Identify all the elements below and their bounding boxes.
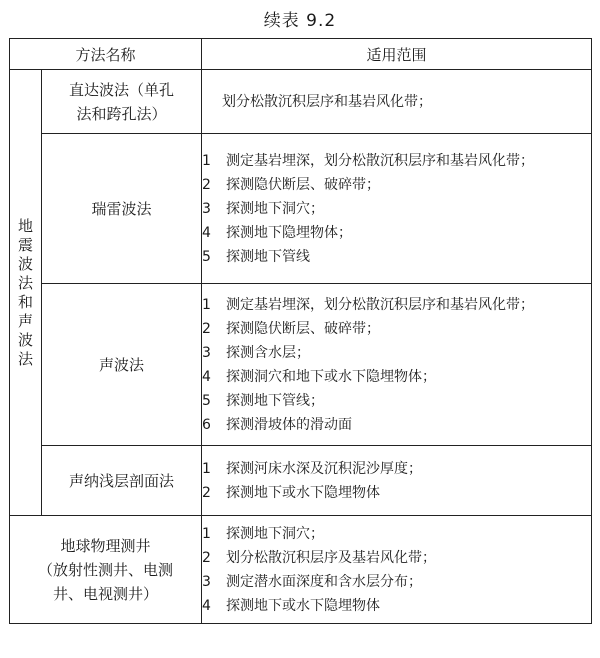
scope-cell [202, 516, 592, 624]
table-row [10, 134, 592, 284]
table-header-row [10, 39, 592, 70]
list-item: 1 测定基岩埋深，划分松散沉积层序和基岩风化带； [202, 296, 535, 313]
list-item: 2 探测隐伏断层、破碎带； [202, 320, 381, 337]
list-item: 5 探测地下管线； [202, 392, 325, 409]
table-row [10, 284, 592, 446]
table-row [10, 70, 592, 134]
list-item: 3 探测地下洞穴； [202, 200, 325, 217]
scope-cell [202, 446, 592, 516]
methods-table [9, 38, 592, 624]
list-item: 2 划分松散沉积层序及基岩风化带； [202, 549, 437, 566]
scope-header: 适用范围 [202, 39, 592, 70]
method-name-cell: 直达波法（单孔 法和跨孔法） [42, 70, 202, 134]
method-name-header: 方法名称 [10, 39, 202, 70]
list-item: 6 探测滑坡体的滑动面 [202, 416, 353, 433]
scope-cell [202, 284, 592, 446]
list-item: 5 探测地下管线 [202, 248, 311, 265]
list-item: 4 探测地下或水下隐埋物体 [202, 597, 381, 614]
table-row [10, 516, 592, 624]
list-item: 1 探测河床水深及沉积泥沙厚度； [202, 460, 423, 477]
list-item: 4 探测洞穴和地下或水下隐埋物体； [202, 368, 437, 385]
scope-cell [202, 134, 592, 284]
group-label-cell: 地 震 波 法 和 声 波 法 [10, 70, 42, 516]
list-item: 4 探测地下隐埋物体； [202, 224, 353, 241]
list-item: 1 探测地下洞穴； [202, 525, 325, 542]
table-row [10, 446, 592, 516]
list-item: 2 探测地下或水下隐埋物体 [202, 484, 381, 501]
list-item: 3 探测含水层； [202, 344, 311, 361]
list-item: 3 测定潜水面深度和含水层分布； [202, 573, 423, 590]
method-name-cell: 瑞雷波法 [42, 134, 202, 284]
list-item: 2 探测隐伏断层、破碎带； [202, 176, 381, 193]
method-name-cell: 声波法 [42, 284, 202, 446]
table-caption: 续表 9.2 [263, 11, 337, 31]
list-item: 1 测定基岩埋深，划分松散沉积层序和基岩风化带； [202, 152, 535, 169]
scope-cell: 划分松散沉积层序和基岩风化带； [202, 70, 592, 134]
method-name-cell: 地球物理测井 （放射性测井、电测 井、电视测井） [10, 516, 202, 624]
method-name-cell: 声纳浅层剖面法 [42, 446, 202, 516]
